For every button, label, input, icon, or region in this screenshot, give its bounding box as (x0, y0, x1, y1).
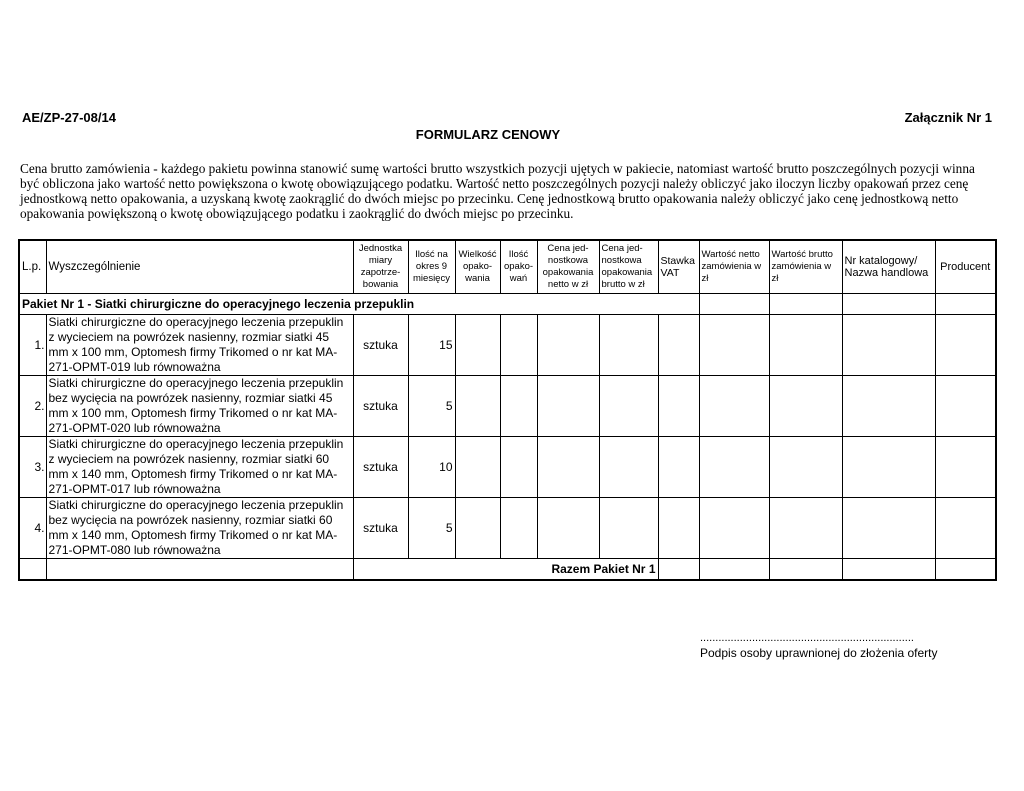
cell-net-value (699, 294, 769, 315)
document-reference: AE/ZP-27-08/14 (22, 110, 116, 125)
attachment-label: Załącznik Nr 1 (904, 110, 992, 125)
table-row (19, 498, 996, 559)
cell-package-size (455, 498, 500, 559)
col-header-lp: L.p. (19, 240, 46, 294)
col-header-unit-gross-price: Cena jed-nostkowa opakowania brutto w zł (599, 240, 658, 294)
col-header-producer: Producent (935, 240, 996, 294)
cell-catalog-number (842, 437, 935, 498)
cell-producer (935, 376, 996, 437)
row-description: Siatki chirurgiczne do operacyjnego leczenia przepuklin z wycieciem na powrózek nasienny, rozmiar siatki 45 mm x 100 mm, Optomesh firmy Trikomed o nr kat MA-271-OPMT-019 lub równoważna (46, 315, 353, 376)
col-header-unit: Jednostka miary zapotrze-bowania (353, 240, 408, 294)
cell-unit-net-price (537, 498, 599, 559)
cell-unit-gross-price (599, 437, 658, 498)
table-row (19, 315, 996, 376)
total-row-description (46, 559, 353, 581)
row-unit: sztuka (353, 315, 408, 376)
row-quantity: 10 (408, 437, 455, 498)
signature-caption: Podpis osoby uprawnionej do złożenia oferty (700, 646, 938, 660)
cell-unit-gross-price (599, 376, 658, 437)
cell-producer (935, 559, 996, 581)
cell-producer (935, 315, 996, 376)
cell-gross-value (769, 437, 842, 498)
cell-producer (935, 437, 996, 498)
total-label: Razem Pakiet Nr 1 (353, 559, 658, 581)
cell-package-count (500, 376, 537, 437)
cell-vat-rate (658, 559, 699, 581)
table-row (19, 376, 996, 437)
cell-unit-gross-price (599, 498, 658, 559)
col-header-quantity: Ilość na okres 9 miesięcy (408, 240, 455, 294)
row-quantity: 15 (408, 315, 455, 376)
cell-package-count (500, 498, 537, 559)
package-row (19, 294, 996, 315)
cell-catalog-number (842, 376, 935, 437)
table-header-row (19, 240, 996, 294)
total-gross-value (769, 559, 842, 581)
total-net-value (699, 559, 769, 581)
row-description: Siatki chirurgiczne do operacyjnego leczenia przepuklin bez wycięcia na powrózek nasienny, rozmiar siatki 45 mm x 100 mm, Optomesh firmy Trikomed o nr kat MA-271-OPMT-020 lub równoważna (46, 376, 353, 437)
package-title: Pakiet Nr 1 - Siatki chirurgiczne do operacyjnego leczenia przepuklin (19, 294, 699, 315)
cell-net-value (699, 315, 769, 376)
cell-net-value (699, 376, 769, 437)
cell-unit-net-price (537, 437, 599, 498)
total-row-lp (19, 559, 46, 581)
cell-producer (935, 498, 996, 559)
row-number: 1. (19, 315, 46, 376)
price-table (18, 239, 997, 581)
row-number: 3. (19, 437, 46, 498)
cell-gross-value (769, 376, 842, 437)
cell-catalog-number (842, 498, 935, 559)
row-description: Siatki chirurgiczne do operacyjnego leczenia przepuklin bez wycięcia na powrózek nasienny, rozmiar siatki 60 mm x 140 mm, Optomesh firmy Trikomed o nr kat MA-271-OPMT-080 lub równoważna (46, 498, 353, 559)
cell-producer (935, 294, 996, 315)
cell-vat-rate (658, 376, 699, 437)
cell-catalog-number (842, 294, 935, 315)
table-row (19, 437, 996, 498)
intro-paragraph: Cena brutto zamówienia - każdego pakietu powinna stanowić sumę wartości brutto wszystkich pozycji ujętych w pakiecie, natomiast wartość brutto poszczególnych pozycji winna być obliczona jako wartość netto powiększona o kwotę obowiązującego podatku. Wartość netto poszczególnych pozycji należy obliczyć jako iloczyn liczby opakowań przez cenę jednostkową netto opakowania, a uzyskaną kwotę zaokrąglić do dwóch miejsc po przecinku. Cenę jednostkową brutto opakowania należy obliczyć jako cenę jednostkową netto opakowania powiększoną o kwotę obowiązującego podatku i zaokrąglić do dwóch miejsc po przecinku. (20, 161, 975, 221)
cell-net-value (699, 498, 769, 559)
cell-gross-value (769, 498, 842, 559)
row-description: Siatki chirurgiczne do operacyjnego leczenia przepuklin z wycieciem na powrózek nasienny, rozmiar siatki 60 mm x 140 mm, Optomesh firmy Trikomed o nr kat MA-271-OPMT-017 lub równoważna (46, 437, 353, 498)
signature-line: ...................................................................... (700, 632, 914, 644)
cell-package-size (455, 315, 500, 376)
cell-package-count (500, 437, 537, 498)
row-unit: sztuka (353, 376, 408, 437)
cell-package-count (500, 315, 537, 376)
cell-package-size (455, 376, 500, 437)
col-header-gross-value: Wartość brutto zamówienia w zł (769, 240, 842, 294)
row-number: 4. (19, 498, 46, 559)
cell-catalog-number (842, 315, 935, 376)
cell-unit-gross-price (599, 315, 658, 376)
row-unit: sztuka (353, 498, 408, 559)
col-header-package-count: Ilość opako-wań (500, 240, 537, 294)
cell-gross-value (769, 294, 842, 315)
total-row (19, 559, 996, 581)
col-header-package-size: Wielkość opako-wania (455, 240, 500, 294)
col-header-vat-rate: Stawka VAT (658, 240, 699, 294)
cell-gross-value (769, 315, 842, 376)
cell-vat-rate (658, 498, 699, 559)
col-header-unit-net-price: Cena jed-nostkowa opakowania netto w zł (537, 240, 599, 294)
row-number: 2. (19, 376, 46, 437)
row-quantity: 5 (408, 498, 455, 559)
cell-unit-net-price (537, 315, 599, 376)
col-header-catalog-number: Nr katalogowy/ Nazwa handlowa (842, 240, 935, 294)
cell-vat-rate (658, 437, 699, 498)
col-header-description: Wyszczególnienie (46, 240, 353, 294)
cell-package-size (455, 437, 500, 498)
cell-unit-net-price (537, 376, 599, 437)
cell-vat-rate (658, 315, 699, 376)
cell-net-value (699, 437, 769, 498)
form-title: FORMULARZ CENOWY (415, 127, 561, 142)
row-unit: sztuka (353, 437, 408, 498)
cell-catalog-number (842, 559, 935, 581)
row-quantity: 5 (408, 376, 455, 437)
col-header-net-value: Wartość netto zamówienia w zł (699, 240, 769, 294)
